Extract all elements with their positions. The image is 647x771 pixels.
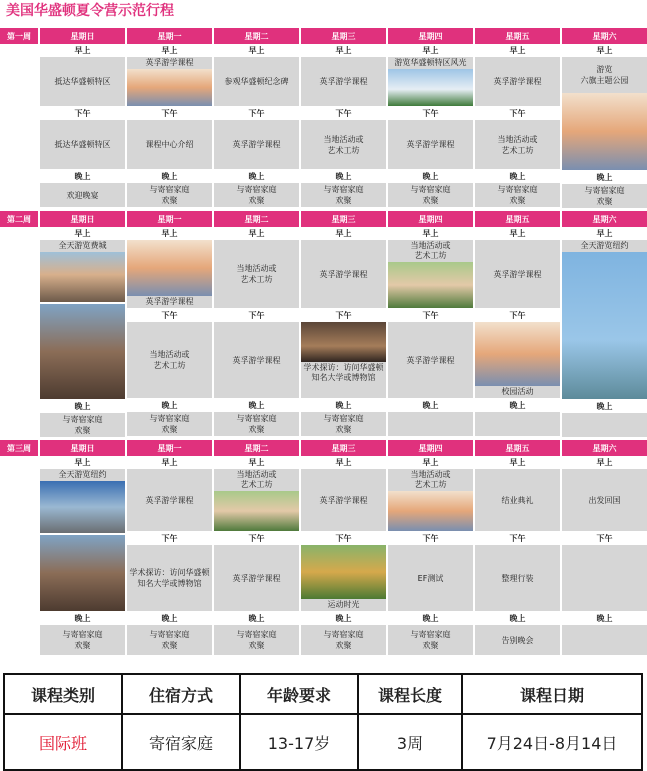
activity-cell: 与寄宿家庭 欢聚	[475, 183, 560, 207]
activity-cell: 与寄宿家庭 欢聚	[388, 625, 473, 655]
morning-label: 早上	[562, 456, 647, 469]
afternoon-label: 下午	[127, 107, 212, 120]
activity-cell: 英孚游学课程	[301, 469, 386, 531]
day-header: 星期一	[127, 28, 212, 44]
activity-cell	[562, 545, 647, 611]
activity-cell: 结业典礼	[475, 469, 560, 531]
activity-cell: 与寄宿家庭 欢聚	[301, 625, 386, 655]
morning-label: 早上	[301, 456, 386, 469]
afternoon-label: 下午	[388, 309, 473, 322]
activity-cell: EF测试	[388, 545, 473, 611]
activity-cell: 出发回国	[562, 469, 647, 531]
activity-cell: 与寄宿家庭 欢聚	[562, 184, 647, 208]
activity-cell: 与寄宿家庭 欢聚	[388, 183, 473, 207]
morning-label: 早上	[301, 44, 386, 57]
day-header: 星期四	[388, 211, 473, 227]
week-2	[0, 211, 647, 438]
activity-cell: 英孚游学课程	[475, 57, 560, 106]
afternoon-label: 下午	[388, 532, 473, 545]
day-header: 星期四	[388, 28, 473, 44]
photo-caption: 运动时光	[301, 599, 386, 611]
evening-label: 晚上	[388, 399, 473, 412]
day-column	[301, 456, 386, 656]
nyc-skyline-photo	[40, 481, 125, 533]
campus-photo	[475, 322, 560, 386]
day-header: 星期一	[127, 440, 212, 456]
dates-value: 7月24日-8月14日	[462, 714, 642, 770]
photo-caption: 英孚游学课程	[127, 57, 212, 69]
activity-cell: 告别晚会	[475, 625, 560, 655]
day-column	[40, 44, 125, 209]
day-header: 星期六	[562, 440, 647, 456]
activity-cell: 抵达华盛顿特区	[40, 57, 125, 106]
week-activities	[0, 44, 647, 209]
afternoon-label: 下午	[127, 532, 212, 545]
day-header: 星期五	[475, 440, 560, 456]
afternoon-label: 下午	[301, 309, 386, 322]
activity-cell: 英孚游学课程	[301, 57, 386, 106]
evening-label: 晚上	[301, 170, 386, 183]
morning-label: 早上	[40, 44, 125, 57]
evening-label: 晚上	[127, 399, 212, 412]
activity-cell	[562, 413, 647, 437]
length-value: 3周	[358, 714, 462, 770]
morning-label: 早上	[388, 227, 473, 240]
workshop-photo	[388, 262, 473, 308]
students-photo	[127, 69, 212, 106]
morning-label: 早上	[301, 227, 386, 240]
evening-label: 晚上	[214, 612, 299, 625]
afternoon-label: 下午	[475, 309, 560, 322]
morning-label: 早上	[475, 456, 560, 469]
day-column	[127, 227, 212, 438]
classroom-photo	[127, 240, 212, 296]
morning-label: 早上	[40, 456, 125, 469]
afternoon-label: 下午	[475, 107, 560, 120]
photo-caption: 英孚游学课程	[127, 296, 212, 308]
activity-cell: 游览 六旗主题公园	[562, 57, 647, 93]
day-header: 星期二	[214, 440, 299, 456]
day-header: 星期六	[562, 28, 647, 44]
photo-caption: 全天游览费城	[40, 240, 125, 252]
evening-label: 晚上	[388, 170, 473, 183]
morning-label: 早上	[562, 44, 647, 57]
day-column	[301, 227, 386, 438]
activity-cell: 与寄宿家庭 欢聚	[214, 625, 299, 655]
day-header: 星期六	[562, 211, 647, 227]
evening-label: 晚上	[562, 171, 647, 184]
day-header: 星期三	[301, 440, 386, 456]
afternoon-label: 下午	[214, 107, 299, 120]
afternoon-label: 下午	[388, 107, 473, 120]
evening-label: 晚上	[301, 399, 386, 412]
day-column	[214, 456, 299, 656]
sports-photo	[301, 545, 386, 599]
evening-label: 晚上	[562, 612, 647, 625]
activity-cell	[388, 412, 473, 436]
day-column	[475, 227, 560, 438]
afternoon-label: 下午	[214, 309, 299, 322]
activity-cell: 参观华盛顿纪念碑	[214, 57, 299, 106]
evening-label: 晚上	[214, 399, 299, 412]
morning-label: 早上	[388, 456, 473, 469]
activity-cell: 当地活动或 艺术工坊	[301, 120, 386, 169]
evening-label: 晚上	[40, 170, 125, 183]
activity-cell: 英孚游学课程	[475, 240, 560, 308]
street-photo	[40, 304, 125, 399]
afternoon-label: 下午	[475, 532, 560, 545]
museum-photo	[301, 322, 386, 362]
day-header: 星期日	[40, 211, 125, 227]
activity-cell: 欢迎晚宴	[40, 183, 125, 207]
activity-cell: 英孚游学课程	[214, 322, 299, 398]
day-header: 星期三	[301, 28, 386, 44]
evening-label: 晚上	[475, 170, 560, 183]
evening-label: 晚上	[127, 170, 212, 183]
photo-caption: 学术探访：访问华盛顿知名大学或博物馆	[301, 362, 386, 398]
activity-cell	[475, 412, 560, 436]
activity-cell: 英孚游学课程	[388, 322, 473, 398]
activity-cell: 当地活动或 艺术工坊	[475, 120, 560, 169]
evening-label: 晚上	[388, 612, 473, 625]
photo-caption: 游览华盛顿特区风光	[388, 57, 473, 69]
photo-caption: 全天游览纽约	[40, 469, 125, 481]
afternoon-label: 下午	[214, 532, 299, 545]
activity-cell: 当地活动或 艺术工坊	[127, 322, 212, 398]
week-3	[0, 440, 647, 656]
morning-label: 早上	[475, 44, 560, 57]
morning-label: 早上	[214, 227, 299, 240]
day-column	[562, 456, 647, 656]
photo-caption: 当地活动或 艺术工坊	[388, 469, 473, 491]
morning-label: 早上	[127, 456, 212, 469]
afternoon-label: 下午	[301, 532, 386, 545]
white-house-photo	[388, 69, 473, 106]
morning-label: 早上	[40, 227, 125, 240]
activity-cell: 抵达华盛顿特区	[40, 120, 125, 169]
day-column	[214, 44, 299, 209]
afternoon-label: 下午	[301, 107, 386, 120]
info-header: 课程类别	[4, 674, 122, 714]
activity-cell: 与寄宿家庭 欢聚	[214, 183, 299, 207]
day-column	[301, 44, 386, 209]
day-header: 星期五	[475, 211, 560, 227]
activity-cell: 英孚游学课程	[214, 120, 299, 169]
page-title: 美国华盛顿夏令营示范行程	[6, 3, 174, 19]
day-column	[214, 227, 299, 438]
day-column	[127, 456, 212, 656]
info-header: 年龄要求	[240, 674, 358, 714]
week-activities	[0, 456, 647, 656]
evening-label: 晚上	[214, 170, 299, 183]
day-header: 星期二	[214, 28, 299, 44]
activity-cell: 英孚游学课程	[301, 240, 386, 308]
evening-label: 晚上	[301, 612, 386, 625]
nyc-street-photo	[40, 535, 125, 611]
activity-cell: 课程中心介绍	[127, 120, 212, 169]
day-column	[388, 456, 473, 656]
course-info-table	[3, 673, 643, 771]
day-column	[388, 227, 473, 438]
activity-cell: 与寄宿家庭 欢聚	[301, 183, 386, 207]
philadelphia-photo	[40, 252, 125, 302]
evening-label: 晚上	[475, 399, 560, 412]
photo-caption: 全天游览纽约	[562, 240, 647, 252]
morning-label: 早上	[127, 227, 212, 240]
day-column	[40, 227, 125, 438]
day-column	[127, 44, 212, 209]
morning-label: 早上	[127, 44, 212, 57]
day-column	[562, 44, 647, 209]
morning-label: 早上	[562, 227, 647, 240]
activity-cell: 英孚游学课程	[388, 120, 473, 169]
week-activities	[0, 227, 647, 438]
evening-label: 晚上	[475, 612, 560, 625]
accommodation-value: 寄宿家庭	[122, 714, 240, 770]
day-header: 星期日	[40, 28, 125, 44]
schedule-grid	[0, 28, 647, 658]
activity-cell: 与寄宿家庭 欢聚	[301, 412, 386, 436]
activity-cell: 英孚游学课程	[214, 545, 299, 611]
art-workshop-photo	[214, 491, 299, 531]
activity-cell: 与寄宿家庭 欢聚	[40, 625, 125, 655]
week-label: 第三周	[0, 440, 38, 456]
afternoon-label: 下午	[562, 532, 647, 545]
info-header: 课程长度	[358, 674, 462, 714]
info-header: 住宿方式	[122, 674, 240, 714]
evening-label: 晚上	[562, 400, 647, 413]
activity-cell: 与寄宿家庭 欢聚	[127, 412, 212, 436]
day-header: 星期三	[301, 211, 386, 227]
photo-caption: 当地活动或 艺术工坊	[214, 469, 299, 491]
morning-label: 早上	[475, 227, 560, 240]
week-header-row	[0, 28, 647, 44]
activity-photo	[388, 491, 473, 531]
week-1	[0, 28, 647, 209]
statue-of-liberty-photo	[562, 252, 647, 399]
info-header: 课程日期	[462, 674, 642, 714]
age-value: 13-17岁	[240, 714, 358, 770]
day-column	[388, 44, 473, 209]
photo-caption: 校园活动	[475, 386, 560, 398]
day-header: 星期二	[214, 211, 299, 227]
morning-label: 早上	[214, 44, 299, 57]
day-header: 星期五	[475, 28, 560, 44]
activity-cell: 与寄宿家庭 欢聚	[127, 625, 212, 655]
activity-cell	[562, 625, 647, 655]
activity-cell: 当地活动或 艺术工坊	[214, 240, 299, 308]
activity-cell: 与寄宿家庭 欢聚	[40, 413, 125, 437]
week-label: 第二周	[0, 211, 38, 227]
evening-label: 晚上	[40, 612, 125, 625]
day-header: 星期四	[388, 440, 473, 456]
activity-cell: 与寄宿家庭 欢聚	[214, 412, 299, 436]
week-header-row	[0, 440, 647, 456]
morning-label: 早上	[214, 456, 299, 469]
evening-label: 晚上	[127, 612, 212, 625]
activity-cell: 整理行装	[475, 545, 560, 611]
activity-cell: 学术探访：访问华盛顿知名大学或博物馆	[127, 545, 212, 611]
morning-label: 早上	[388, 44, 473, 57]
group-photo	[562, 93, 647, 170]
week-label: 第一周	[0, 28, 38, 44]
evening-label: 晚上	[40, 400, 125, 413]
week-header-row	[0, 211, 647, 227]
afternoon-label: 下午	[127, 309, 212, 322]
afternoon-label: 下午	[40, 107, 125, 120]
activity-cell: 与寄宿家庭 欢聚	[127, 183, 212, 207]
day-column	[562, 227, 647, 438]
course-type-value: 国际班	[4, 714, 122, 770]
day-column	[475, 44, 560, 209]
activity-cell: 英孚游学课程	[127, 469, 212, 531]
photo-caption: 当地活动或 艺术工坊	[388, 240, 473, 262]
day-column	[40, 456, 125, 656]
day-column	[475, 456, 560, 656]
day-header: 星期日	[40, 440, 125, 456]
day-header: 星期一	[127, 211, 212, 227]
